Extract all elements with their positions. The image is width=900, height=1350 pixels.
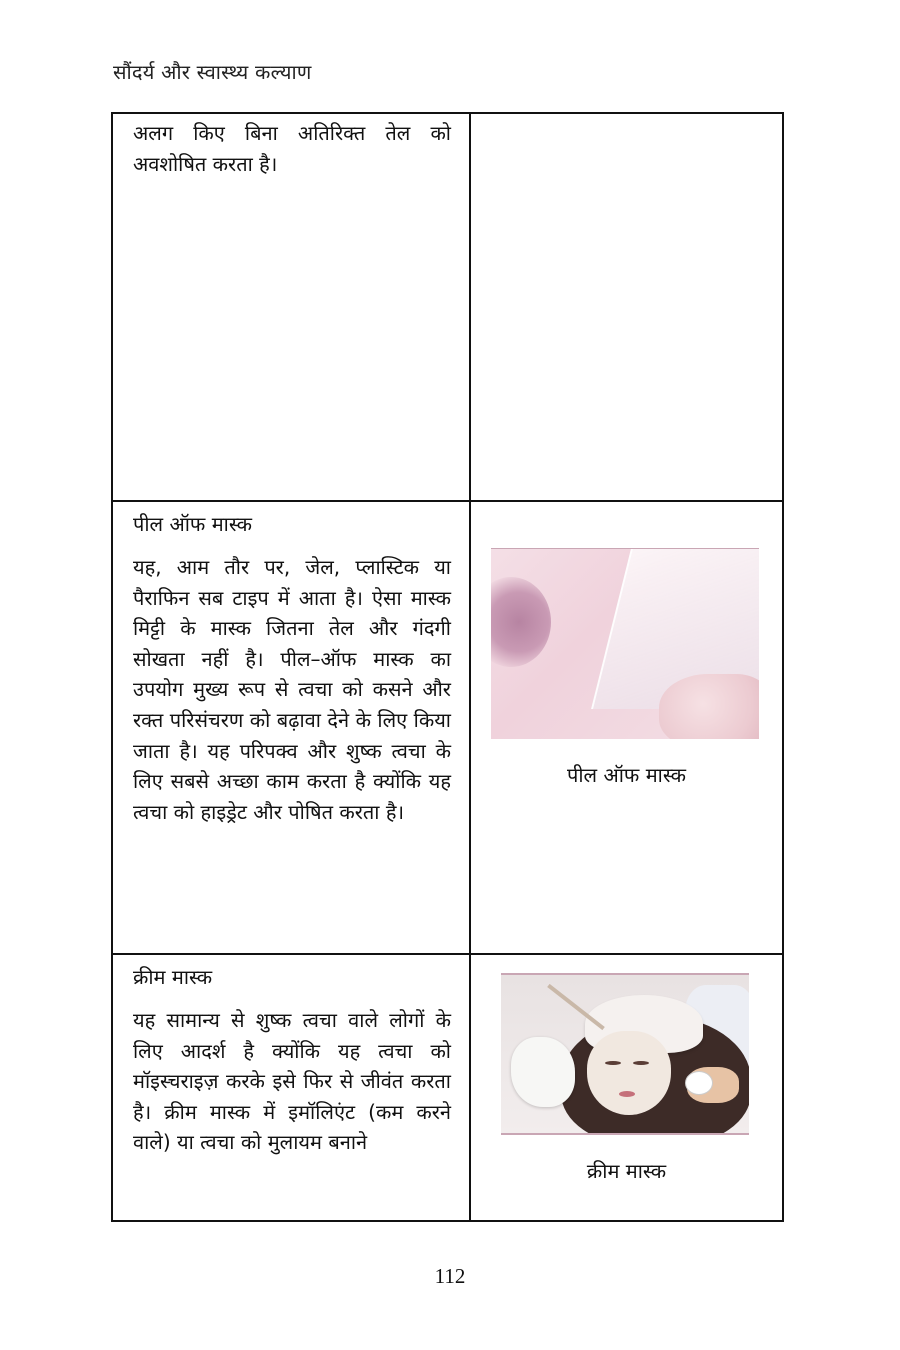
peel-off-mask-photo [491,548,759,739]
mask-types-table [111,112,784,1222]
text-cell [112,954,470,1221]
image-cell [470,113,783,501]
row-heading: पील ऑफ मास्क [133,512,252,536]
table-row [112,501,783,954]
row-text: यह, आम तौर पर, जेल, प्लास्टिक या पैराफिन सब टाइप में आता है। ऐसा मास्क मिट्टी के मास्क जितना तेल और गंदगी सोखता नहीं है। पील–ऑफ मास्क का उपयोग मुख्य रूप से त्वचा को कसने और रक्त परिसंचरण को बढ़ावा देने के लिए किया जाता है। यह परिपक्व और शुष्क त्वचा के लिए सबसे अच्छा काम करता है क्योंकि यह त्वचा को हाइड्रेट और पोषित करता है। [133,555,451,824]
running-header: सौंदर्य और स्वास्थ्य कल्याण [113,60,312,84]
image-caption: पील ऑफ मास्क [567,763,686,787]
row-heading: क्रीम मास्क [133,965,213,989]
cream-mask-photo [501,973,749,1135]
row-text: यह सामान्य से शुष्क त्वचा वाले लोगों के लिए आदर्श है क्योंकि यह त्वचा को मॉइस्चराइज़ करके इसे फिर से जीवंत करता है। क्रीम मास्क में इमॉलिएंट (कम करने वाले) या त्वचा को मुलायम बनाने [133,1008,451,1155]
text-cell [112,113,470,501]
image-cell [470,501,783,954]
table-row [112,113,783,501]
image-caption: क्रीम मास्क [586,1159,667,1183]
page-number: 112 [434,1264,466,1288]
table-row [112,954,783,1221]
text-cell [112,501,470,954]
row-text: अलग किए बिना अतिरिक्त तेल को अवशोषित करता है। [133,121,451,176]
image-cell [470,954,783,1221]
